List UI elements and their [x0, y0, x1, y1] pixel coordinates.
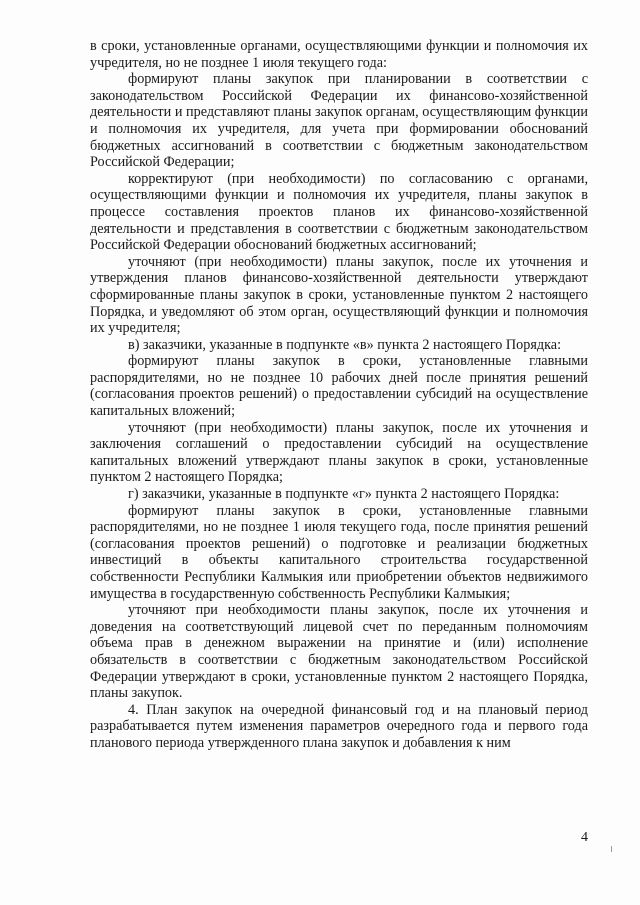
paragraph-4: уточняют (при необходимости) планы закупок, после их уточнения и утверждения планов финансово-хозяйственной деятельности утверждают сформированные планы закупок в сроки, установленные пунктом 2 настоящего Порядка, и уведомляют об этом орган, осуществляющий функции и полномочия их учредителя;	[90, 253, 588, 337]
paragraph-5: в) заказчики, указанные в подпункте «в» пункта 2 настоящего Порядка:	[128, 336, 562, 353]
paragraph-1: в сроки, установленные органами, осуществляющими функции и полномочия их учредителя, но не позднее 1 июля текущего года:	[90, 38, 588, 71]
paragraph-11: 4. План закупок на очередной финансовый год и на плановый период разрабатывается путем изменения параметров очередного года и первого года планового периода утвержденного плана закупок и добавления к ним	[90, 701, 588, 751]
paragraph-8: г) заказчики, указанные в подпункте «г» пункта 2 настоящего Порядка:	[128, 486, 560, 503]
paragraph-10: уточняют при необходимости планы закупок, после их уточнения и доведения на соответствующий лицевой счет по переданным полномочиям объема прав в денежном выражении на принятие и (или) исполнение обязательств в соответствии с бюджетным законодательством Российской Федерации утверждают в сроки, установленные пунктом 2 настоящего Порядка, планы закупок.	[90, 602, 588, 702]
page-number: 4	[581, 830, 588, 845]
paragraph-3: корректируют (при необходимости) по согласованию с органами, осуществляющими функции и полномочия их учредителя, планы закупок в процессе составления проектов планов их финансово-хозяйственной деятельности и представления в соответствии с бюджетным законодательством Российской Федерации обоснований бюджетных ассигнований;	[90, 170, 588, 254]
paragraph-9: формируют планы закупок в сроки, установленные главными распорядителями, но не позднее 1 июля текущего года, после принятия решений (согласования проектов решений) о подготовке и реализации бюджетных инвестиций в объекты капитального строительства государственной собственности Республики Калмыкия или приобретении объектов недвижимого имущества в государственную собственность Республики Калмыкия;	[90, 502, 588, 602]
paragraph-7: уточняют (при необходимости) планы закупок, после их уточнения и заключения соглашений о предоставлении субсидий на осуществление капитальных вложений утверждают планы закупок в сроки, установленные пунктом 2 настоящего Порядка;	[90, 419, 588, 486]
scan-artifact	[611, 846, 612, 852]
paragraph-6: формируют планы закупок в сроки, установленные главными распорядителями, но не позднее 10 рабочих дней после принятия решений (согласования проектов решений) о предоставлении субсидий на осуществление капитальных вложений;	[90, 353, 588, 420]
paragraph-2: формируют планы закупок при планировании в соответствии с законодательством Российской Федерации их финансово-хозяйственной деятельности и представляют планы закупок органам, осуществляющим функции и полномочия их учредителя, для учета при формировании обоснований бюджетных ассигнований в соответствии с бюджетным законодательством Российской Федерации;	[90, 71, 588, 171]
